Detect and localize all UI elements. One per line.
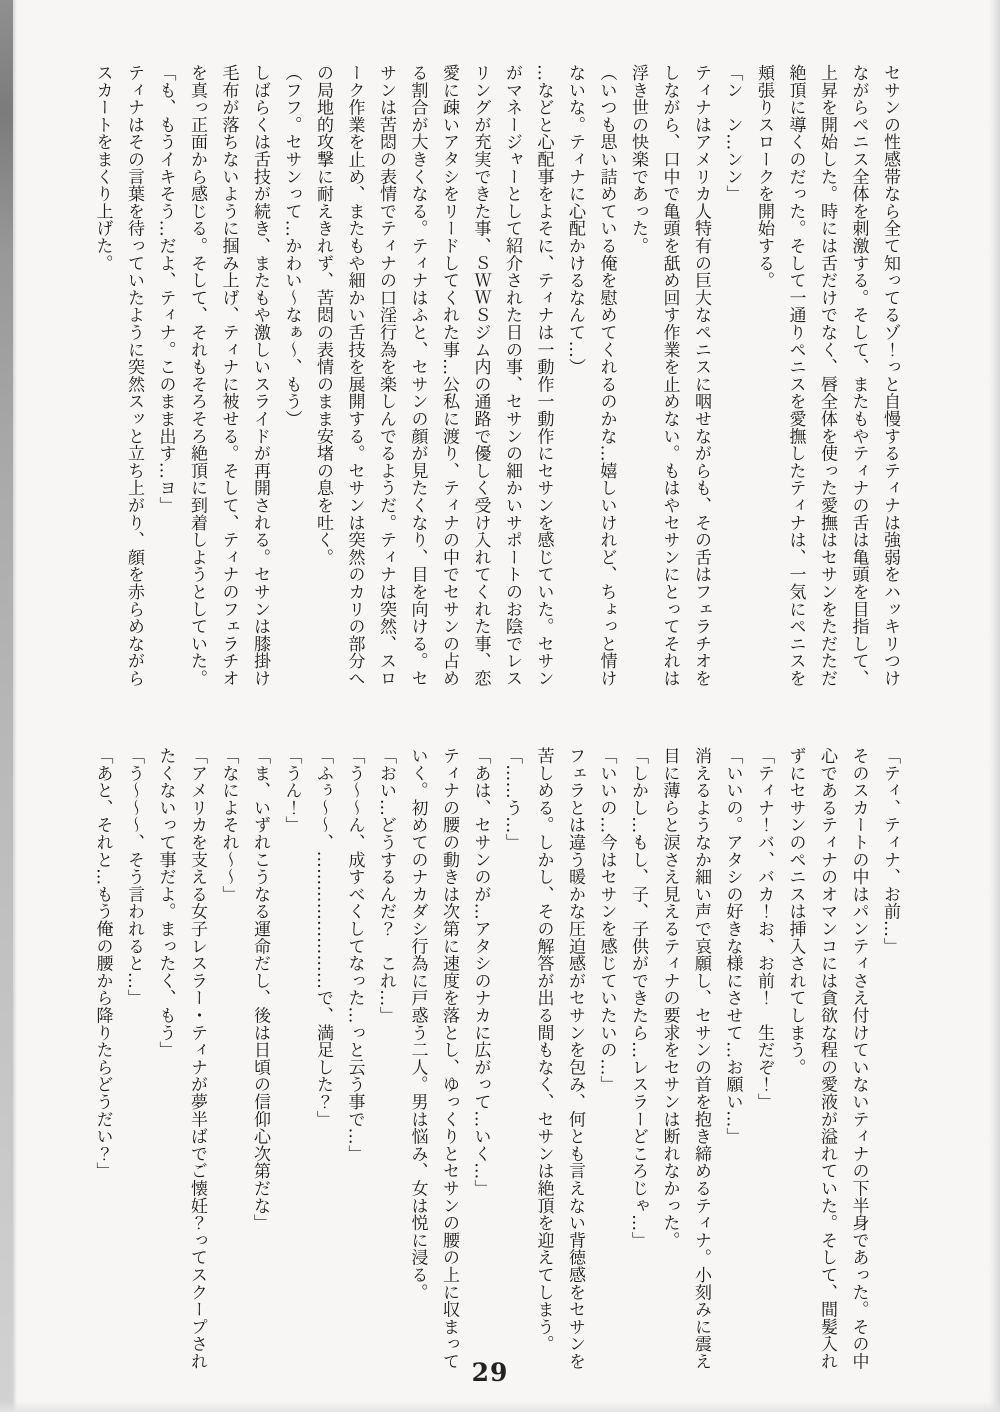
text-line: 「ン ン…ンン」 — [722, 64, 743, 203]
story-text-top-block — [86, 64, 905, 708]
text-line: しばらくは舌技が続き、またもや激しいスライドが再開される。セサンは膝掛け — [250, 64, 270, 687]
text-line: 「いいの。アタシの好きな様にさせて…お願い…」 — [722, 747, 743, 1145]
text-line: しながら、口中で亀頭を舐め回す作業を止めない。もはやセサンにとってそれは — [659, 64, 680, 687]
text-line: 目に薄らと涙さえ見えるティナの要求をセサンは断れなかった。 — [659, 747, 680, 1249]
text-line: の局地的攻撃に耐えきれず、苦悶の表情のまま安堵の息を吐く。 — [313, 64, 333, 566]
text-line: 「も、もうイキそう…だよ、ティナ。このまま出す…ヨ」 — [155, 64, 176, 514]
text-line: ティナの腰の動きは次第に速度を落とし、ゆっくりとセサンの腰の上に収まって — [439, 747, 459, 1370]
text-line: ティナはアメリカ人特有の巨大なペニスに咽せながらも、その舌はフェラチオを — [691, 64, 711, 687]
text-line: 消えるようなか細い声で哀願し、セサンの首を抱き締めるティナ。小刻みに震え — [691, 747, 711, 1370]
text-line: がマネージャーとして紹介された日の事、セサンの細かいサポートのお陰でレス — [502, 64, 522, 687]
text-line: 「アメリカを支える女子レスラー・ティナが夢半ばでご懐妊？ってスクープされ — [187, 747, 207, 1370]
text-line: 頬張りスロークを開始する。 — [754, 64, 774, 289]
text-line: 「う〜〜〜、そう言われると…」 — [124, 747, 144, 1007]
text-line: 毛布が落ちないように掴み上げ、ティナに被せる。そして、ティナのフェラチオ — [218, 64, 239, 687]
text-line: 「……う…」 — [502, 747, 522, 851]
text-line: スカートをまくり上げた。 — [92, 64, 113, 272]
text-line: 「う〜〜ん、成すべくしてなった…っと云う事で…」 — [344, 747, 365, 1163]
text-line: ティナはその言葉を待っていたように突然スッと立ち上がり、顔を赤らめながら — [124, 64, 144, 687]
text-line: リングが充実できた事、ＳＷＷＳジム内の通路で優しく受け入れてくれた事、恋 — [470, 64, 491, 687]
text-line: 「いいの…今はセサンを感じていたいの…」 — [596, 747, 617, 1093]
scan-edge-left — [0, 0, 13, 1412]
text-line: 「あと、それと…もう俺の腰から降りたらどうだい？」 — [92, 747, 113, 1180]
text-line: を真っ正面から感じる。そして、それもそろそろ絶頂に到着しようとしていた。 — [187, 64, 207, 687]
text-line: たくないって事だよ。まったく、もう」 — [155, 747, 176, 1059]
text-line: ずにセサンのペニスは挿入されてしまう。 — [785, 747, 806, 1076]
text-line: 「なによそれ〜〜」 — [218, 747, 239, 903]
text-line: 苦しめる。しかし、その解答が出る間もなく、セサンは絶頂を迎えてしまう。 — [533, 747, 554, 1353]
text-line: 「ティ、ティナ、お前…」 — [880, 747, 900, 955]
text-line: 浮き世の快楽であった。 — [628, 64, 648, 255]
text-line: 上昇を開始した。時には舌だけでなく、唇全体を使った愛撫はセサンをただただ — [817, 64, 837, 687]
text-line: 愛に疎いアタシをリードしてくれた事…公私に渡り、ティナの中でセサンの占め — [439, 64, 459, 687]
scan-edge-bottom — [0, 1401, 1000, 1412]
text-line: サンは苦悶の表情でティナの口淫行為を楽しんでるようだ。ティナは突然、スロ — [376, 64, 396, 687]
story-text-bottom-block — [86, 747, 905, 1391]
text-line: ーク作業を止め、またもや細かい舌技を展開する。セサンは突然のカリの部分へ — [344, 64, 365, 687]
text-line: 「ま、いずれこうなる運命だし、後は日頃の信仰心次第だな」 — [250, 747, 270, 1232]
text-line: ながらペニス全体を刺激する。そして、またもやティナの舌は亀頭を目指して、 — [848, 64, 869, 687]
text-line: フェラとは違う暖かな圧迫感がセサンを包み、何とも言えない背徳感をセサンを — [565, 747, 585, 1370]
text-line: る割合が大きくなる。ティナはふと、セサンの顔が見たくなり、目を向ける。セ — [407, 64, 428, 687]
text-line: 「おい…どうするんだ？ これ…」 — [376, 747, 396, 1024]
text-line: 「しかし…もし、子、子供ができたら…レスラーどころじゃ…」 — [628, 747, 648, 1249]
text-line: そのスカートの中はパンティさえ付けていないティナの下半身であった。その中 — [848, 747, 869, 1370]
text-line: 「ふぅ〜〜、……………………で、満足した？」 — [313, 747, 333, 1128]
text-line: セサンの性感帯なら全て知ってるゾ！っと自慢するティナは強弱をハッキリつけ — [880, 64, 900, 687]
text-line: …などと心配事をよそに、ティナは一動作一動作にセサンを感じていた。セサン — [533, 64, 554, 687]
text-line: 「あは、セサンのが…アタシのナカに広がって…いく…」 — [470, 747, 491, 1197]
text-line: （いつも思い詰めている俺を慰めてくれるのかな…嬉しいけれど、ちょっと情け — [596, 64, 617, 687]
text-line: 心であるティナのオマンコには貪欲な程の愛液が溢れていた。そして、間髪入れ — [817, 747, 837, 1370]
text-line: いく。初めてのナカダシ行為に戸惑う二人。男は悩み、女は悦に浸る。 — [407, 747, 428, 1301]
text-line: （フフ。セサンって…かわい〜なぁ〜、もう） — [281, 64, 302, 428]
text-line: 絶頂に導くのだった。そして一通りペニスを愛撫したティナは、一気にペニスを — [785, 64, 806, 687]
text-line: 「うん！」 — [281, 747, 302, 834]
page-number: 29 — [471, 1358, 509, 1387]
text-line: ないな。ティナに心配かけるなんて…） — [565, 64, 585, 376]
scan-edge-right — [989, 0, 1000, 1412]
text-line: 「ティナ！バ、バカ！お、お前！ 生だぞ！」 — [754, 747, 774, 1111]
